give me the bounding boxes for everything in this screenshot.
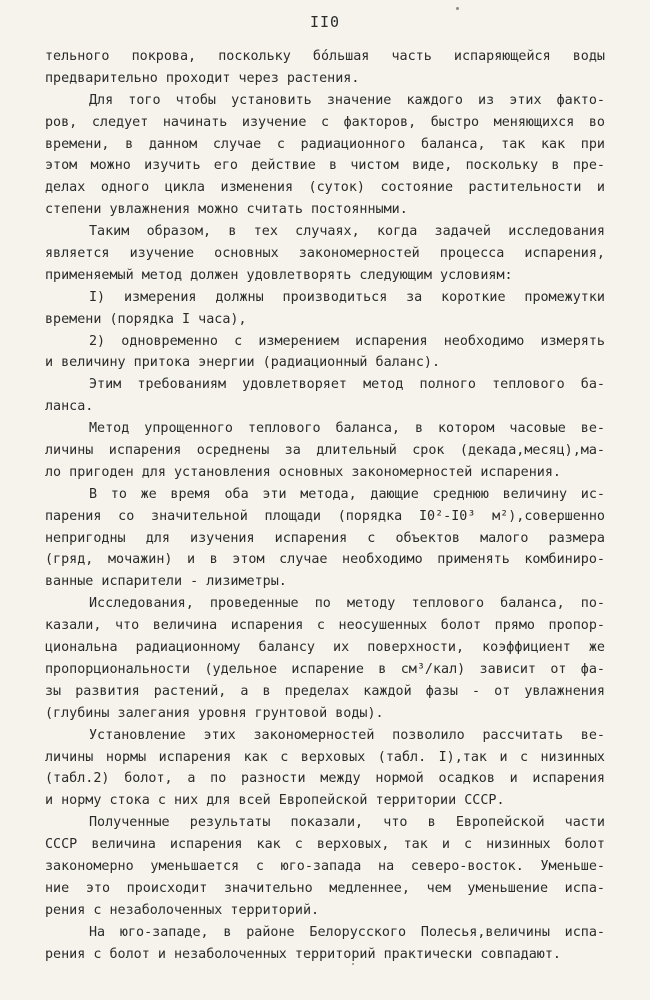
text-line: Установление этих закономерностей позволило рассчитать ве-: [89, 727, 605, 743]
text-line: и норму стока с них для всей Европейской территории СССР.: [45, 793, 505, 809]
text-line: является изучение основных закономерностей процесса испарения,: [45, 246, 605, 262]
text-line: ланса.: [45, 399, 94, 415]
text-line: I) измерения должны производиться за короткие промежутки: [89, 289, 605, 305]
text-line: личины нормы испарения как с верховых (табл. I),так и с низинных: [45, 749, 605, 765]
text-line: циональна радиационному балансу их поверхности, коэффициент же: [45, 640, 605, 656]
text-line: пропорциональности (удельное испарение в см³/кал) зависит от фа-: [45, 661, 605, 677]
text-line: Для того чтобы установить значение каждого из этих факто-: [89, 92, 605, 108]
text-line: закономерно уменьшается с юго-запада на северо-восток. Уменьше-: [45, 858, 605, 874]
text-line: степени увлажнения можно считать постоянными.: [45, 202, 408, 218]
text-line: Этим требованиям удовлетворяет метод полного теплового ба-: [89, 377, 605, 393]
text-line: ров, следует начинать изучение с факторов, быстро меняющихся во: [45, 114, 605, 130]
text-line: (табл.2) болот, а по разности между нормой осадков и испарения: [45, 771, 605, 787]
text-line: парения со значительной площади (порядка I0²-I0³ м²),совершенно: [45, 508, 605, 524]
text-line: СССР величина испарения как с верховых, так и с низинных болот: [45, 837, 605, 853]
text-line: предварительно проходит через растения.: [45, 70, 360, 86]
text-line: Метод упрощенного теплового баланса, в котором часовые ве-: [89, 421, 605, 437]
text-line: ло пригоден для установления основных закономерностей испарения.: [45, 464, 561, 480]
text-line: времени (порядка I часа),: [45, 311, 247, 327]
page-number: II0: [309, 13, 341, 31]
text-line: зы развития растений, а в пределах каждой фазы - от увлажнения: [45, 683, 605, 699]
text-line: казали, что величина испарения с неосушенных болот прямо пропор-: [45, 618, 605, 634]
text-line: времени, в данном случае с радиационного баланса, так как при: [45, 136, 605, 152]
text-line: Полученные результаты показали, что в Европейской части: [89, 815, 605, 831]
text-line: ванные испарители - лизиметры.: [45, 574, 287, 590]
text-line: этом можно изучить его действие в чистом виде, поскольку в пре-: [45, 158, 605, 174]
document-body: [45, 46, 605, 965]
text-line: рения с болот и незаболоченных территорий практически совпадают.: [45, 946, 561, 962]
text-line: Таким образом, в тех случаях, когда задачей исследования: [89, 224, 605, 240]
text-line: В то же время оба эти метода, дающие среднюю величину ис-: [89, 486, 605, 502]
text-line: непригодны для изучения испарения с объектов малого размера: [45, 530, 605, 546]
text-line: и величину притока энергии (радиационный баланс).: [45, 355, 441, 371]
text-line: личины испарения осреднены за длительный срок (декада,месяц),ма-: [45, 443, 605, 459]
text-line: Исследования, проведенные по методу теплового баланса, по-: [89, 596, 605, 612]
text-line: рения с незаболоченных территорий.: [45, 902, 320, 918]
text-line: (глубины залегания уровня грунтовой воды).: [45, 705, 384, 721]
text-line: ние это происходит значительно медленнее, чем уменьшение испа-: [45, 880, 605, 896]
text-line: тельного покрова, поскольку бо́льшая часть испаряющейся воды: [45, 49, 605, 64]
text-line: 2) одновременно с измерением испарения необходимо измерять: [89, 333, 605, 349]
text-line: (гряд, мочажин) и в этом случае необходимо применять комбиниро-: [45, 552, 605, 568]
text-line: применяемый метод должен удовлетворять следующим условиям:: [45, 267, 513, 283]
paper-speck: [456, 7, 459, 10]
text-line: На юго-западе, в районе Белорусского Полесья,величины испа-: [89, 924, 605, 940]
text-line: делах одного цикла изменения (суток) состояние растительности и: [45, 180, 605, 196]
